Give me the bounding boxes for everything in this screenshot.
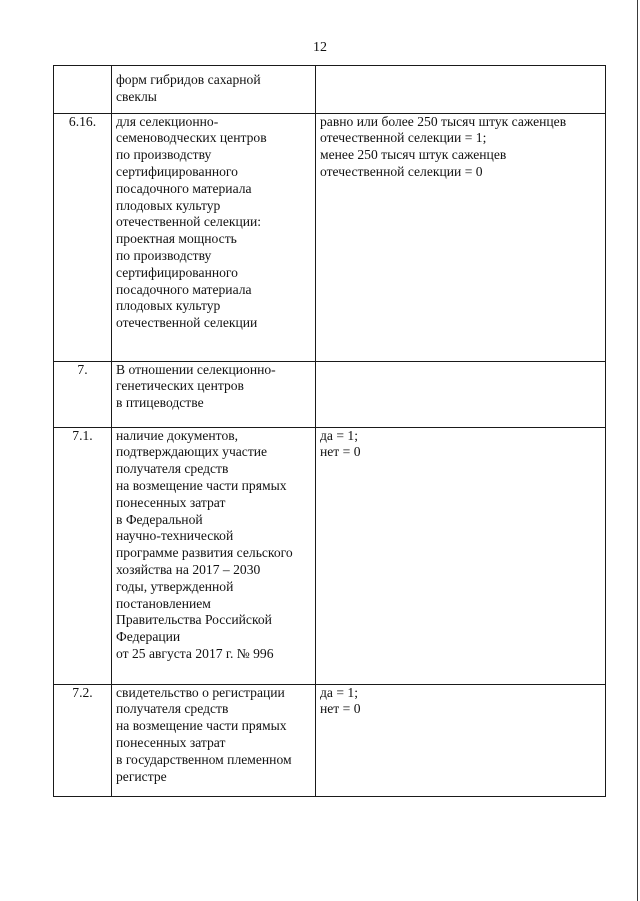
criterion-line: годы, утвержденной bbox=[116, 578, 234, 594]
row-number: 7.2. bbox=[72, 684, 93, 700]
criterion-line: хозяйства на 2017 – 2030 bbox=[116, 561, 261, 577]
row-number: 7.1. bbox=[72, 427, 93, 443]
table-row bbox=[54, 684, 606, 796]
criterion-line: понесенных затрат bbox=[116, 494, 226, 510]
criterion-line: на возмещение части прямых bbox=[116, 718, 287, 734]
score-line: да = 1; bbox=[320, 684, 358, 700]
row-number-cell bbox=[54, 66, 112, 114]
score-line: нет = 0 bbox=[320, 444, 361, 460]
score-line: отечественной селекции = 1; bbox=[320, 130, 487, 146]
criterion-line: в птицеводстве bbox=[116, 395, 204, 411]
criterion-line: научно-технической bbox=[116, 528, 234, 544]
criterion-line: в государственном племенном bbox=[116, 751, 292, 767]
score-cell bbox=[316, 66, 606, 114]
score-line: нет = 0 bbox=[320, 701, 361, 717]
criterion-line: сертифицированного bbox=[116, 264, 238, 280]
criterion-line: по производству bbox=[116, 247, 212, 263]
page-edge-line bbox=[637, 0, 638, 901]
criterion-line: регистре bbox=[116, 768, 167, 784]
criterion-line: отечественной селекции bbox=[116, 315, 258, 331]
criterion-line: для селекционно- bbox=[116, 113, 219, 129]
criterion-line: по производству bbox=[116, 147, 212, 163]
criterion-line: получателя средств bbox=[116, 461, 229, 477]
criterion-line: отечественной селекции: bbox=[116, 214, 262, 230]
criterion-cell bbox=[112, 361, 316, 427]
criterion-line: семеноводческих центров bbox=[116, 130, 267, 146]
row-number-cell bbox=[54, 427, 112, 684]
criterion-line: плодовых культур bbox=[116, 298, 221, 314]
criterion-line: от 25 августа 2017 г. № 996 bbox=[116, 645, 274, 661]
table-row bbox=[54, 361, 606, 427]
criterion-line: наличие документов, bbox=[116, 427, 239, 443]
criterion-cell bbox=[112, 684, 316, 796]
criterion-cell bbox=[112, 66, 316, 114]
criterion-line: сертифицированного bbox=[116, 163, 238, 179]
criterion-line: проектная мощность bbox=[116, 231, 237, 247]
criterion-line: на возмещение части прямых bbox=[116, 477, 287, 493]
criterion-cell bbox=[112, 427, 316, 684]
criterion-line: Правительства Российской bbox=[116, 612, 272, 628]
table-row bbox=[54, 427, 606, 684]
criterion-line: В отношении селекционно- bbox=[116, 361, 276, 377]
criterion-line: форм гибридов сахарной bbox=[116, 72, 261, 87]
page-number: 12 bbox=[313, 40, 327, 55]
score-line: менее 250 тысяч штук саженцев bbox=[320, 147, 507, 163]
criterion-line: в Федеральной bbox=[116, 511, 203, 527]
criterion-line: генетических центров bbox=[116, 378, 244, 394]
criterion-cell bbox=[112, 113, 316, 361]
score-cell bbox=[316, 684, 606, 796]
criterion-line: понесенных затрат bbox=[116, 734, 226, 750]
score-line: отечественной селекции = 0 bbox=[320, 163, 483, 179]
row-number-cell bbox=[54, 113, 112, 361]
criterion-line: постановлением bbox=[116, 595, 211, 611]
row-number-cell bbox=[54, 684, 112, 796]
criterion-line: программе развития сельского bbox=[116, 545, 293, 561]
criteria-table-body bbox=[54, 66, 606, 797]
score-cell bbox=[316, 427, 606, 684]
criterion-line: посадочного материала bbox=[116, 281, 252, 297]
criterion-line: свеклы bbox=[116, 88, 157, 104]
criterion-line: плодовых культур bbox=[116, 197, 221, 213]
score-line: равно или более 250 тысяч штук саженцев bbox=[320, 113, 567, 129]
table-row bbox=[54, 113, 606, 361]
criterion-line: посадочного материала bbox=[116, 180, 252, 196]
row-number: 6.16. bbox=[68, 113, 97, 129]
row-number-cell bbox=[54, 361, 112, 427]
table-row bbox=[54, 66, 606, 114]
criterion-line: подтверждающих участие bbox=[116, 444, 268, 460]
criterion-line: Федерации bbox=[116, 629, 181, 645]
score-cell bbox=[316, 361, 606, 427]
score-line: да = 1; bbox=[320, 427, 358, 443]
criterion-line: свидетельство о регистрации bbox=[116, 684, 285, 700]
criterion-line: получателя средств bbox=[116, 701, 229, 717]
criteria-table bbox=[53, 65, 606, 797]
score-cell bbox=[316, 113, 606, 361]
row-number: 7. bbox=[77, 361, 88, 377]
